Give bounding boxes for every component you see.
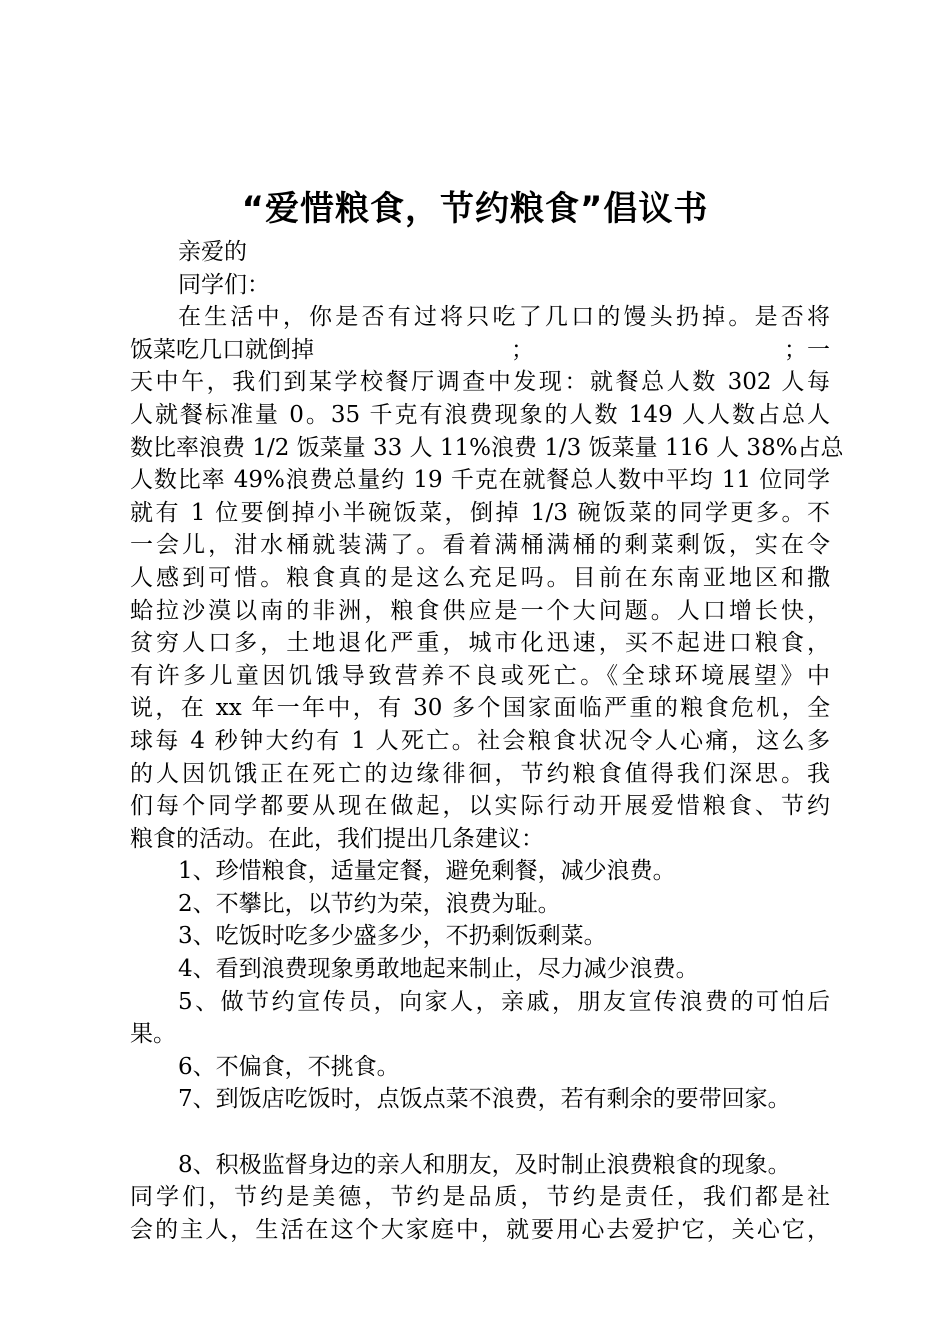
- paragraph-line: 蛤拉沙漠以南的非洲，粮食供应是一个大问题。人口增长快，: [130, 597, 830, 624]
- closing-line: 同学们，节约是美德，节约是品质，节约是责任，我们都是社: [130, 1184, 830, 1211]
- blank-line: [130, 1116, 830, 1149]
- paragraph-line: 数比率浪费 1/2 饭菜量 33 人 11%浪费 1/3 饭菜量 116 人 38%占总: [130, 434, 844, 461]
- document-title: “爱惜粮食，节约粮食”倡议书: [241, 189, 709, 229]
- paragraph-line: 人数比率 49%浪费总量约 19 千克在就餐总人数中平均 11 位同学: [130, 467, 830, 494]
- suggestion-item: 2、不攀比，以节约为荣，浪费为耻。: [178, 890, 561, 917]
- suggestion-item: 8、积极监督身边的亲人和朋友，及时制止浪费粮食的现象。: [178, 1151, 791, 1178]
- paragraph-line: 球每 4 秒钟大约有 1 人死亡。社会粮食状况令人心痛，这么多: [130, 727, 830, 754]
- paragraph-line: 天中午，我们到某学校餐厅调查中发现：就餐总人数 302 人每: [130, 369, 830, 396]
- paragraph-line-with-gaps: [130, 334, 830, 367]
- suggestion-item: 6、不偏食，不挑食。: [178, 1053, 400, 1080]
- paragraph-line: 一会儿，泔水桶就装满了。看着满桶满桶的剩菜剩饭，实在令: [130, 532, 830, 559]
- suggestion-item: 5、做节约宣传员，向家人，亲戚，朋友宣传浪费的可怕后: [178, 988, 830, 1015]
- paragraph-line: 粮食的活动。在此，我们提出几条建议：: [130, 825, 544, 852]
- paragraph-line: 在生活中，你是否有过将只吃了几口的馒头扔掉。是否将: [178, 304, 830, 331]
- paragraph-line: 贫穷人口多，土地退化严重，城市化迅速，买不起进口粮食，: [130, 630, 830, 657]
- suggestion-item-continuation: 果。: [130, 1021, 176, 1048]
- paragraph-line: 就有 1 位要倒掉小半碗饭菜，倒掉 1/3 碗饭菜的同学更多。不: [130, 499, 830, 526]
- paragraph-line: 的人因饥饿正在死亡的边缘徘徊，节约粮食值得我们深思。我: [130, 760, 830, 787]
- text-fragment: ；: [511, 336, 534, 363]
- paragraph-line: 有许多儿童因饥饿导致营养不良或死亡。《全球环境展望》中: [130, 662, 830, 689]
- paragraph-line: 说，在 xx 年一年中，有 30 多个国家面临严重的粮食危机，全: [130, 695, 830, 722]
- suggestion-item: 4、看到浪费现象勇敢地起来制止，尽力减少浪费。: [178, 956, 699, 983]
- text-fragment: ；一: [784, 336, 830, 363]
- paragraph-line: 人感到可惜。粮食真的是这么充足吗。目前在东南亚地区和撒: [130, 564, 830, 591]
- salutation-line-2: 同学们：: [178, 271, 270, 298]
- document-body: [130, 236, 844, 1246]
- paragraph-line: 人就餐标准量 0。35 千克有浪费现象的人数 149 人人数占总人: [130, 401, 830, 428]
- salutation-line-1: 亲爱的: [178, 239, 247, 265]
- suggestion-item: 1、珍惜粮食，适量定餐，避免剩餐，减少浪费。: [178, 858, 676, 885]
- closing-line: 会的主人，生活在这个大家庭中，就要用心去爱护它，关心它，: [130, 1216, 830, 1243]
- paragraph-line: 们每个同学都要从现在做起，以实际行动开展爱惜粮食、节约: [130, 793, 830, 820]
- suggestion-item: 3、吃饭时吃多少盛多少，不扔剩饭剩菜。: [178, 923, 607, 950]
- suggestion-item: 7、到饭店吃饭时，点饭点菜不浪费，若有剩余的要带回家。: [178, 1086, 791, 1113]
- text-fragment: 饭菜吃几口就倒掉: [130, 336, 314, 363]
